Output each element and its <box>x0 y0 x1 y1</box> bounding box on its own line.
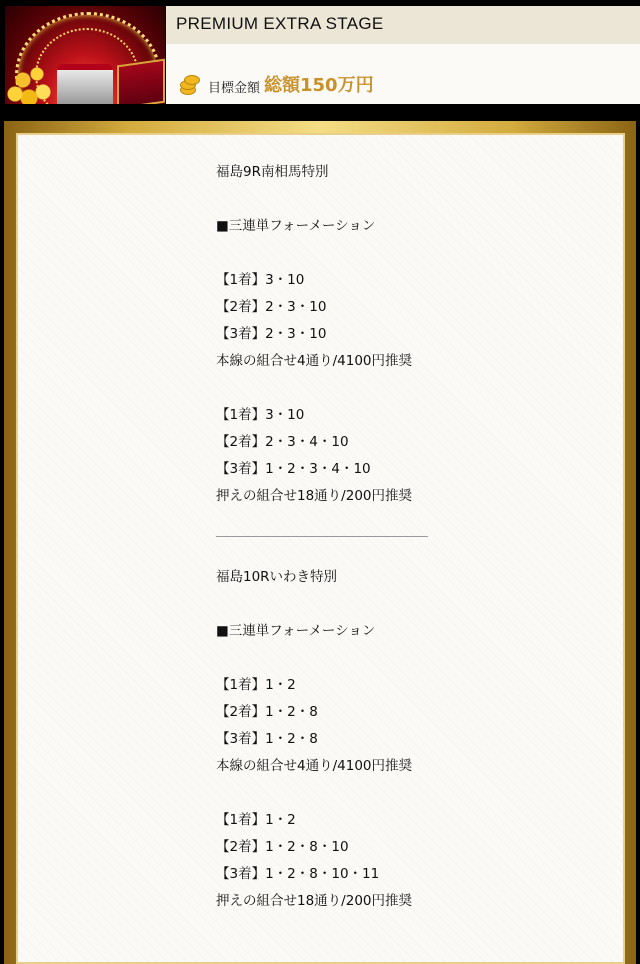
combination-summary: 本線の組合せ4通り/4100円推奨 <box>216 758 412 774</box>
third-place-line: 【3着】1・2・3・4・10 <box>216 461 371 477</box>
first-place-line: 【1着】1・2 <box>216 812 296 828</box>
third-place-line: 【3着】1・2・8 <box>216 731 318 747</box>
stage-coins-image <box>5 6 165 104</box>
content-panel <box>16 133 625 964</box>
combination-summary: 押えの組合せ18通り/200円推奨 <box>216 893 412 909</box>
treasure-box <box>117 59 165 104</box>
target-amount: 総額150万円 <box>264 75 374 96</box>
stage-podium <box>57 64 113 104</box>
content-frame <box>4 121 636 964</box>
race-name: 福島10Rいわき特別 <box>216 569 338 585</box>
coin-pile <box>5 54 55 104</box>
race-name: 福島9R南相馬特別 <box>216 164 329 180</box>
race-section <box>216 564 436 915</box>
first-place-line: 【1着】1・2 <box>216 677 296 693</box>
plan-title-bar <box>166 6 640 44</box>
combination-summary: 本線の組合せ4通り/4100円推奨 <box>216 353 412 369</box>
coin-stack-icon <box>178 73 200 93</box>
first-place-line: 【1着】3・10 <box>216 407 305 423</box>
second-place-line: 【2着】1・2・8 <box>216 704 318 720</box>
section-divider <box>216 536 428 537</box>
page-header <box>0 0 640 110</box>
third-place-line: 【3着】2・3・10 <box>216 326 327 342</box>
second-place-line: 【2着】1・2・8・10 <box>216 839 349 855</box>
bet-type: ■三連単フォーメーション <box>216 623 376 639</box>
plan-title: PREMIUM EXTRA STAGE <box>176 14 384 33</box>
bet-type: ■三連単フォーメーション <box>216 218 376 234</box>
race-section <box>216 159 436 510</box>
target-label: 目標金額 <box>208 81 261 96</box>
third-place-line: 【3着】1・2・8・10・11 <box>216 866 380 882</box>
second-place-line: 【2着】2・3・10 <box>216 299 327 315</box>
prediction-content <box>216 159 436 915</box>
first-place-line: 【1着】3・10 <box>216 272 305 288</box>
second-place-line: 【2着】2・3・4・10 <box>216 434 349 450</box>
target-amount-bar <box>166 44 640 104</box>
combination-summary: 押えの組合せ18通り/200円推奨 <box>216 488 412 504</box>
